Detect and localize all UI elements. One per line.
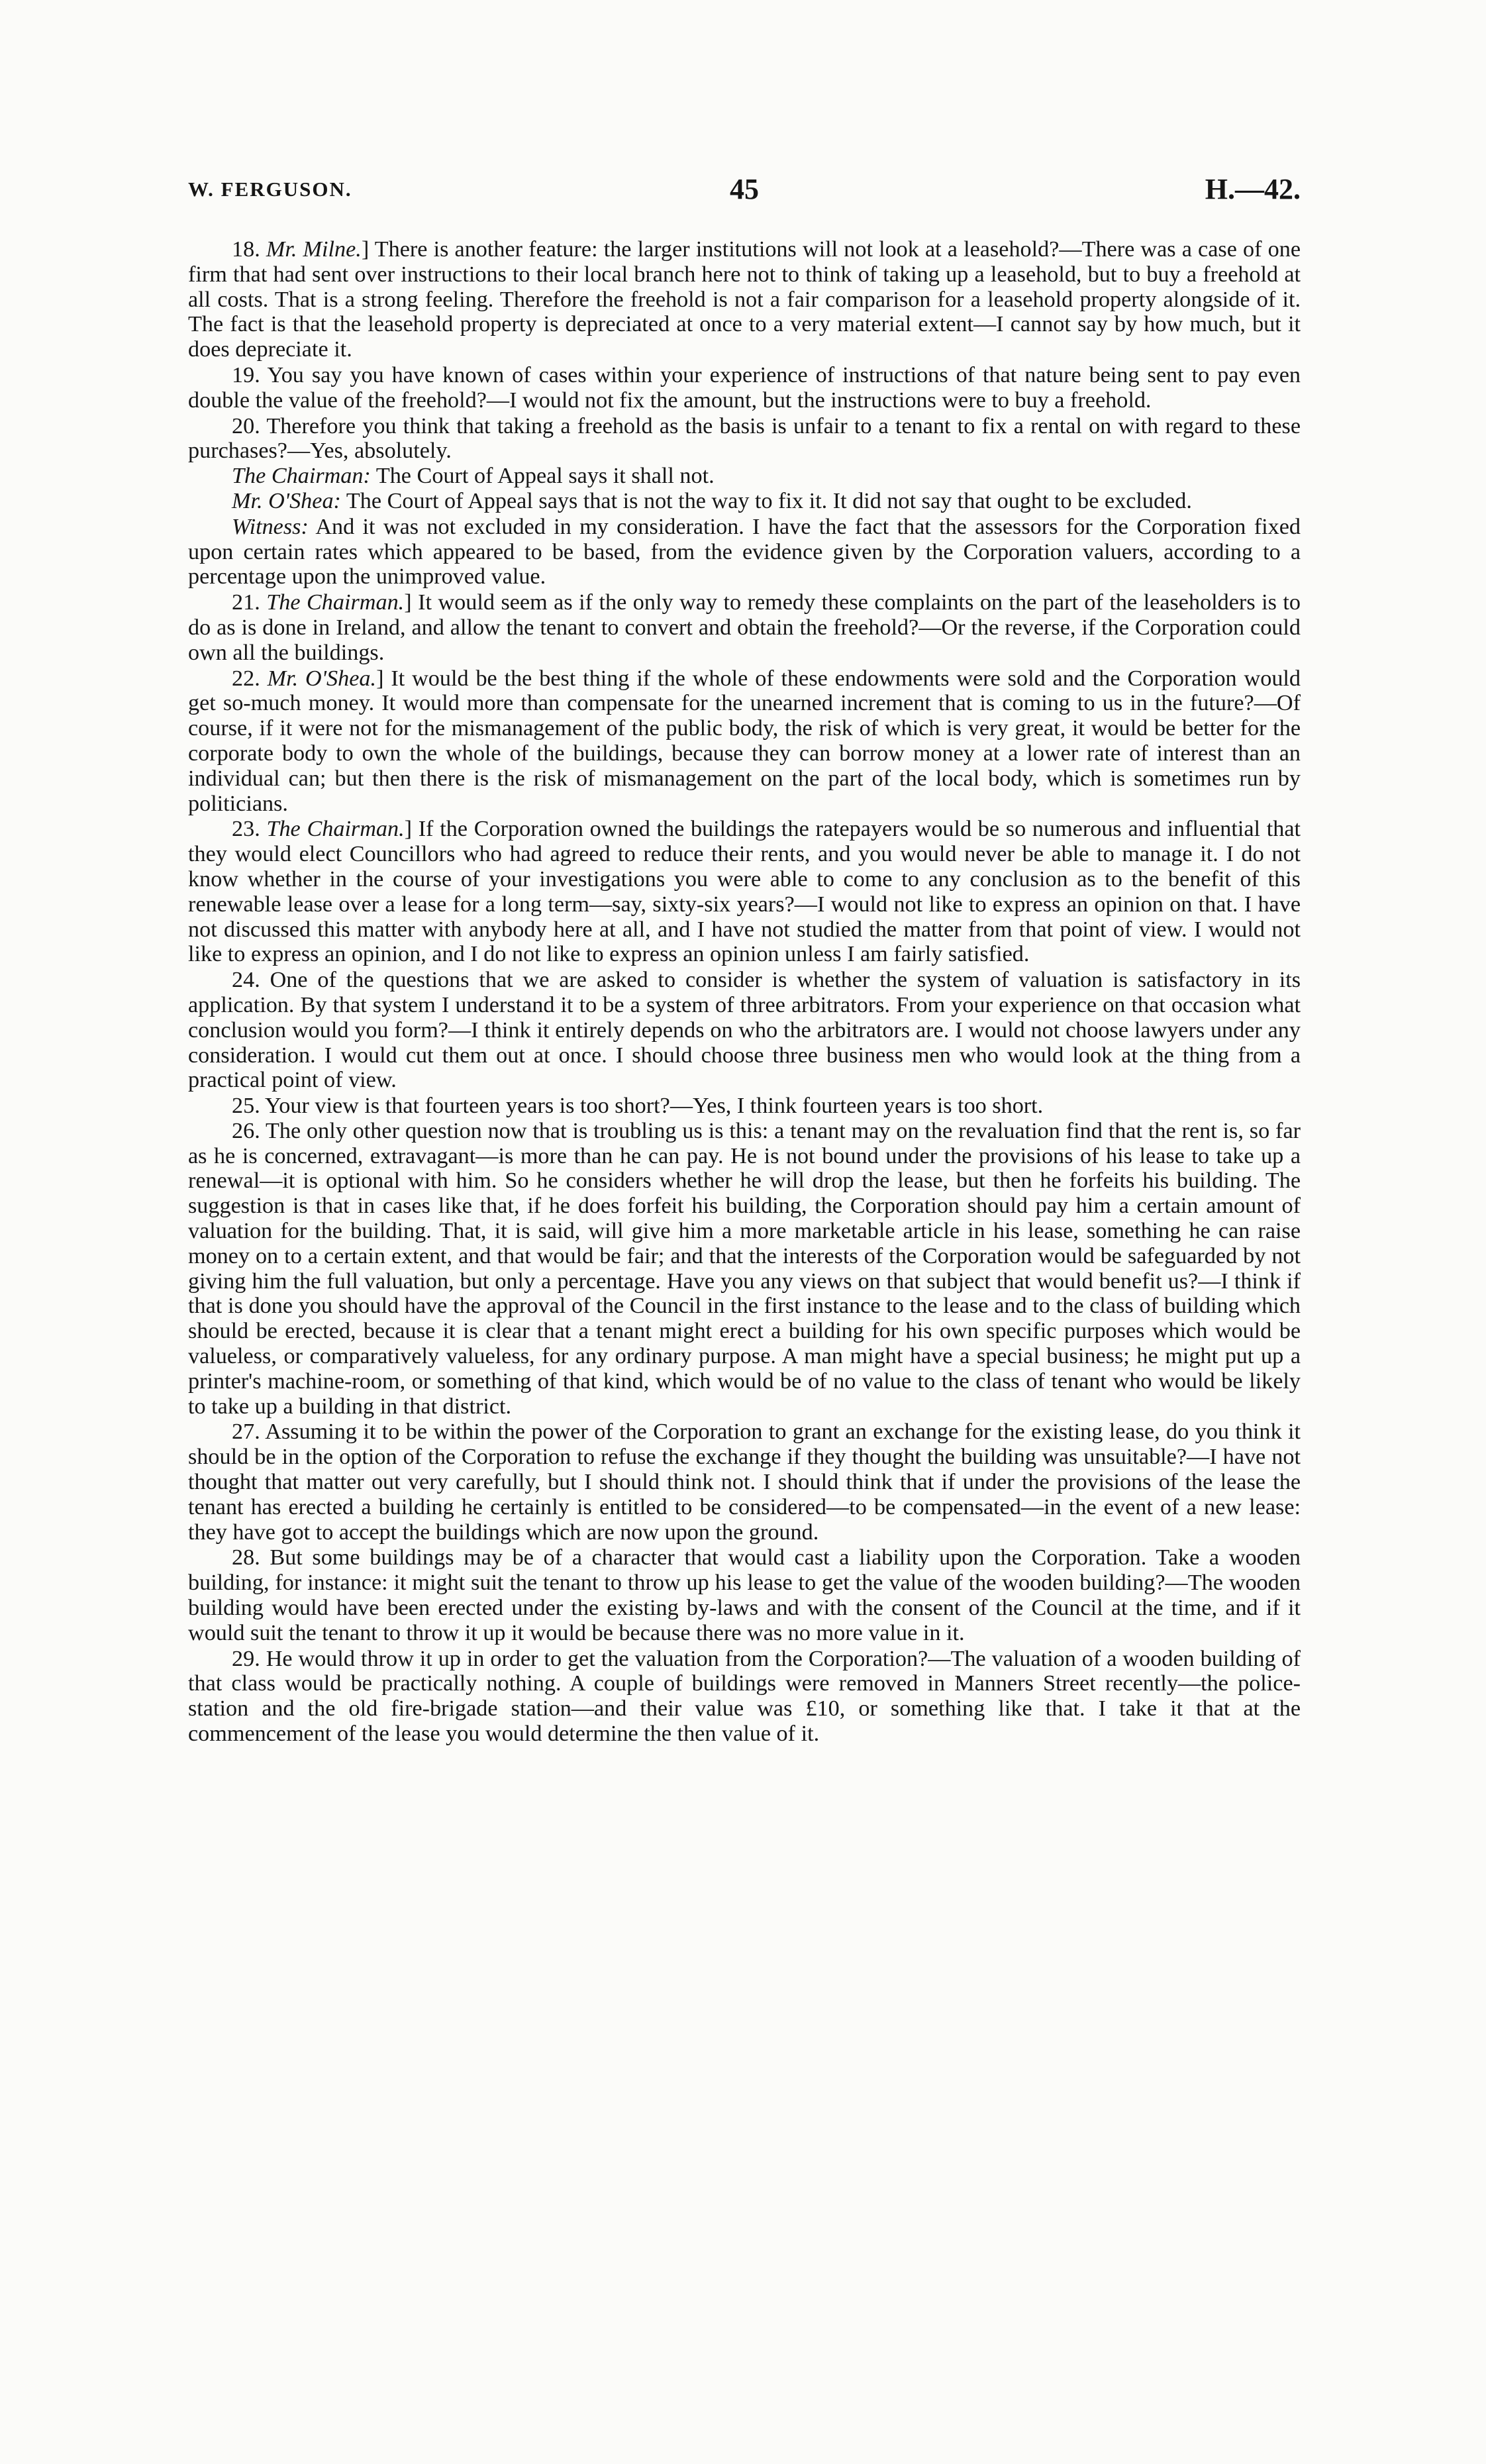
speaker: The Chairman: [232,464,371,489]
speaker: The Chairman. [266,817,405,842]
paragraph-oshea-remark [188,489,1301,514]
paragraph-21 [188,590,1301,665]
question-number: 28. [232,1545,270,1570]
paragraph-text: One of the questions that we are asked to consider is whether the system of valuation is satisfactory in its application. By that system I understand it to be a system of three arbitrators. From your experience on that occasion what conclusion would you form?—I think it entirely depends on who the arbitrators are. I would not choose lawyers under any consideration. I would cut them out at once. I should choose three business men who would look at the thing from a practical point of view. [188,968,1301,1093]
paragraph-19 [188,363,1301,413]
speaker: Mr. O'Shea. [267,666,377,691]
paragraph-23 [188,817,1301,967]
paragraph-text: Assuming it to be within the power of the Corporation to grant an exchange for the existing lease, do you think it should be in the option of the Corporation to refuse the exchange if they thought the building was unsuitable?—I have not thought that matter out very carefully, but I should think not. I should think that if under the provisions of the lease the tenant has erected a building he certainly is entitled to be considered—to be compensated—in the event of a new lease: they have got to accept the buildings which are now upon the ground. [188,1419,1301,1545]
paragraph-text: ] There is another feature: the larger institutions will not look at a leasehold?—There was a case of one firm that had sent over instructions to their local branch here not to think of taking up a leasehold, but to buy a freehold at all costs. That is a strong feeling. Therefore the freehold is not a fair comparison for a leasehold property alongside of it. The fact is that the leasehold property is depreciated at once to a very material extent—I cannot say by how much, but it does depreciate it. [188,237,1301,362]
paragraph-witness-remark [188,515,1301,590]
paragraph-text: And it was not excluded in my consideration. I have the fact that the assessors for the Corporation fixed upon certain rates which appeared to be based, from the evidence given by the Corporation valuers, according to a percentage upon the unimproved value. [188,514,1301,590]
speaker: Mr. O'Shea: [232,488,341,513]
question-number: 18. [232,237,266,262]
question-number: 24. [232,968,270,993]
paragraph-24 [188,968,1301,1093]
question-number: 20. [232,413,267,438]
paragraph-text: ] If the Corporation owned the buildings the ratepayers would be so numerous and influential that they would elect Councillors who had agreed to reduce their rents, and you would never be able to manage it. I do not know whether in the course of your investigations you were able to come to any conclusion as to the benefit of this renewable lease over a lease for a long term—say, sixty-six years?—I would not like to express an opinion on that. I have not discussed this matter with anybody here at all, and I have not studied the matter from that point of view. I would not like to express an opinion, and I do not like to express an opinion unless I am fairly satisfied. [188,817,1301,967]
paragraph-22 [188,666,1301,817]
question-number: 19. [232,362,268,387]
paragraph-text: You say you have known of cases within your experience of instructions of that nature being sent to pay even double the value of the freehold?—I would not fix the amount, but the instructions were to buy a freehold. [188,362,1301,413]
paragraph-text: Your view is that fourteen years is too short?—Yes, I think fourteen years is too short. [265,1094,1044,1119]
paragraph-18 [188,237,1301,362]
question-number: 21. [232,590,267,615]
speaker: Witness: [232,514,309,539]
document-reference: H.—42. [1205,173,1301,205]
question-number: 22. [232,666,268,691]
paragraph-20 [188,414,1301,464]
paragraph-text: The Court of Appeal says it shall not. [370,464,715,489]
paragraph-chairman-remark [188,464,1301,489]
question-number: 26. [232,1118,266,1143]
question-number: 25. [232,1094,266,1119]
page-number: 45 [730,173,759,205]
paragraph-text: The Court of Appeal says that is not the way to fix it. It did not say that ought to be excluded. [340,488,1192,513]
paragraph-26 [188,1119,1301,1419]
paragraph-text: Therefore you think that taking a freehold as the basis is unfair to a tenant to fix a rental on with regard to these purchases?—Yes, absolutely. [188,413,1301,464]
question-number: 29. [232,1646,266,1671]
paragraph-text: The only other question now that is troubling us is this: a tenant may on the revaluation find that the rent is, so far as he is concerned, extravagant—is more than he can pay. He is not bound under the provisions of his lease to take up a renewal—it is optional with him. So he considers whether he will drop the lease, but then he forfeits his building. The suggestion is that in cases like that, if he does forfeit his building, the Corporation should pay him a certain amount of valuation for the building. That, it is said, will give him a more marketable article in his lease, something he can raise money on to a certain extent, and that would be fair; and that the interests of the Corporation would be safeguarded by not giving him the full valuation, but only a percentage. Have you any views on that subject that would benefit us?—I think if that is done you should have the approval of the Council in the first instance to the lease and to the class of building which should be erected, because it is clear that a tenant might erect a building for his own specific purposes which would be valueless, or comparatively valueless, for any ordinary purpose. A man might have a special business; he might put up a printer's machine-room, or something of that kind, which would be of no value to the class of tenant who would be likely to take up a building in that district. [188,1118,1301,1419]
paragraph-29 [188,1647,1301,1747]
speaker: Mr. Milne. [266,237,362,262]
paragraph-text: He would throw it up in order to get the valuation from the Corporation?—The valuation of a wooden building of that class would be practically nothing. A couple of buildings were removed in Manners Street recently—the police-station and the old fire-brigade station—and their value was £10, or something like that. I take it that at the commencement of the lease you would determine the then value of it. [188,1646,1301,1747]
document-body [188,237,1301,1747]
witness-name: W. FERGUSON. [188,178,352,201]
paragraph-28 [188,1545,1301,1645]
question-number: 27. [232,1419,266,1445]
paragraph-text: ] It would seem as if the only way to remedy these complaints on the part of the leaseholders is to do as is done in Ireland, and allow the tenant to convert and obtain the freehold?—Or the reverse, if the Corporation could own all the buildings. [188,590,1301,665]
paragraph-27 [188,1419,1301,1545]
paragraph-text: ] It would be the best thing if the whole of these endowments were sold and the Corporation would get so-much money. It would more than compensate for the unearned increment that is coming to us in the future?—Of course, if it were not for the mismanagement of the public body, the risk of which is very great, it would be better for the corporate body to own the whole of the buildings, because they can borrow money at a lower rate of interest than an individual can; but then there is the risk of mismanagement on the part of the local body, which is sometimes run by politicians. [188,666,1301,816]
paragraph-text: But some buildings may be of a character that would cast a liability upon the Corporation. Take a wooden building, for instance: it might suit the tenant to throw up his lease to get the value of the wooden building?—The wooden building would have been erected under the existing by-laws and with the consent of the Council at the time, and if it would suit the tenant to throw it up it would be because there was no more value in it. [188,1545,1301,1645]
speaker: The Chairman. [266,590,405,615]
question-number: 23. [232,817,267,842]
page-header [188,172,1301,212]
paragraph-25 [188,1094,1301,1119]
